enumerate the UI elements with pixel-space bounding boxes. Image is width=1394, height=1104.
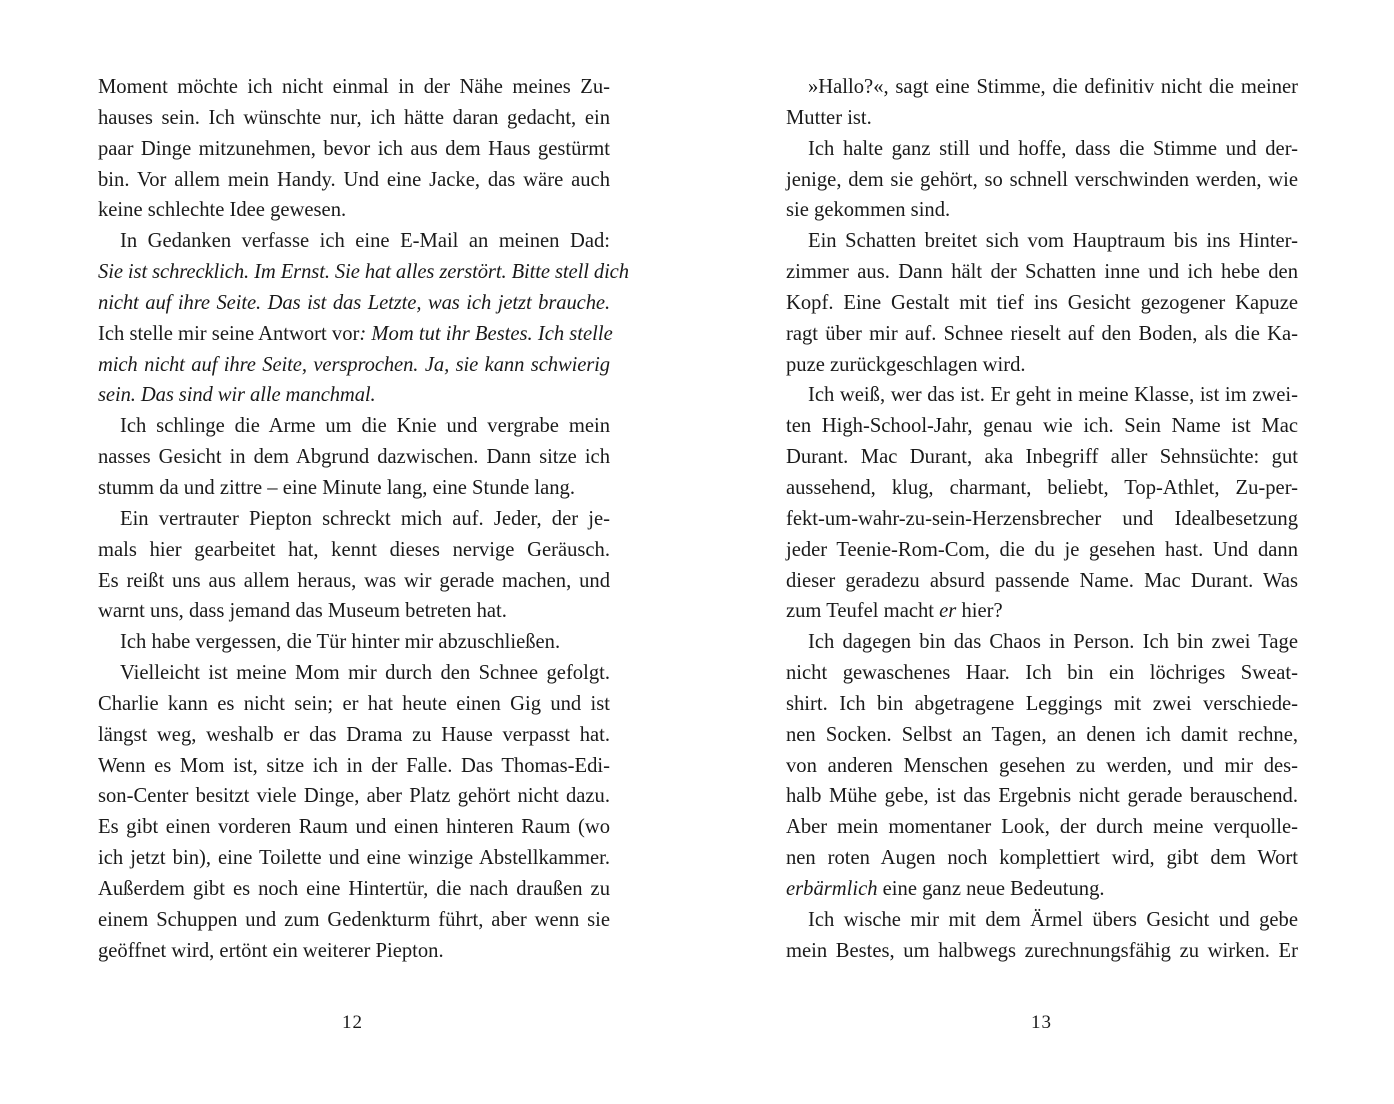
italic-segment: er (939, 600, 957, 623)
text-line: keine schlechte Idee gewesen. (98, 199, 347, 222)
text-line: Moment möchte ich nicht einmal in der Nähe meines Zu- (98, 76, 610, 98)
text-line: Durant. Mac Durant, aka Inbegriff aller Sehnsüchte: gut (786, 446, 1298, 469)
text-line: Ein Schatten breitet sich vom Hauptraum bis ins Hinter- (808, 230, 1298, 253)
text-line: hauses sein. Ich wünschte nur, ich hätte daran gedacht, ein (98, 106, 610, 129)
text-line: dieser geradezu absurd passende Name. Mac Durant. Was (786, 569, 1298, 592)
text-line: nen roten Augen noch komplettiert wird, gibt dem Wort (786, 847, 1298, 870)
text-line: nicht gewaschenes Haar. Ich bin ein löchriges Sweat- (786, 662, 1298, 685)
text-line: jeder Teenie-Rom-Com, die du je gesehen hast. Und dann (786, 538, 1298, 561)
text-line: geöffnet wird, ertönt ein weiterer Piepton. (98, 939, 444, 962)
text-line: Es gibt einen vorderen Raum und einen hinteren Raum (wo (98, 816, 610, 839)
text-line: Ich dagegen bin das Chaos in Person. Ich bin zwei Tage (808, 631, 1298, 654)
text-line: mein Bestes, um halbwegs zurechnungsfähig zu wirken. Er (786, 939, 1298, 962)
text-line: ten High-School-Jahr, genau wie ich. Sein Name ist Mac (786, 415, 1298, 438)
text-line: Wenn es Mom ist, sitze ich in der Falle. Das Thomas-Edi- (98, 754, 610, 777)
text-line: Vielleicht ist meine Mom mir durch den Schnee gefolgt. (120, 662, 610, 685)
text-line: ragt über mir auf. Schnee rieselt auf den Boden, als die Ka- (786, 322, 1298, 345)
text-line: warnt uns, dass jemand das Museum betreten hat. (98, 600, 507, 623)
text-line: aussehend, klug, charmant, beliebt, Top-Athlet, Zu-per- (786, 476, 1298, 499)
left-page-text (98, 72, 629, 966)
page-number-left: 12 (342, 1012, 363, 1033)
text-line: In Gedanken verfasse ich eine E-Mail an meinen Dad: (120, 230, 610, 253)
line-segment: Ich stelle mir seine Antwort vor (98, 322, 360, 345)
text-line: einem Schuppen und zum Gedenkturm führt, aber wenn sie (98, 908, 610, 931)
text-line: »Hallo?«, sagt eine Stimme, die definitiv nicht die meiner (808, 76, 1298, 98)
text-line: Ich weiß, wer das ist. Er geht in meine Klasse, ist im zwei- (808, 384, 1298, 407)
text-line: von anderen Menschen gesehen zu werden, und mir des- (786, 754, 1298, 777)
text-line: nen Socken. Selbst an Tagen, an denen ich damit rechne, (786, 723, 1298, 746)
text-line: mals hier gearbeitet hat, kennt dieses nervige Geräusch. (98, 538, 610, 561)
italic-text-line: sein. Das sind wir alle manchmal. (98, 384, 376, 407)
italic-text-line: mich nicht auf ihre Seite, versprochen. Ja, sie kann schwierig (98, 353, 610, 376)
italic-text-line: nicht auf ihre Seite. Das ist das Letzte, was ich jetzt brauche. (98, 291, 610, 314)
italic-segment: : Mom tut ihr Bestes. Ich stelle (359, 322, 613, 345)
text-line: Ein vertrauter Piepton schreckt mich auf. Jeder, der je- (120, 507, 610, 530)
text-line: fekt-um-wahr-zu-sein-Herzensbrecher und Idealbesetzung (786, 507, 1298, 530)
mixed-text-line (98, 319, 613, 350)
mixed-text-line (786, 596, 1298, 627)
line-segment: zum Teufel macht (786, 600, 940, 623)
text-line: Aber mein momentaner Look, der durch meine verquolle- (786, 816, 1298, 839)
text-line: Ich habe vergessen, die Tür hinter mir abzuschließen. (120, 631, 561, 654)
text-line: zimmer aus. Dann hält der Schatten inne und ich hebe den (786, 261, 1298, 284)
text-line: Kopf. Eine Gestalt mit tief ins Gesicht gezogener Kapuze (786, 291, 1298, 314)
page-number-right: 13 (1031, 1012, 1052, 1033)
text-line: Ich halte ganz still und hoffe, dass die Stimme und der- (808, 137, 1298, 160)
text-line: Ich wische mir mit dem Ärmel übers Gesicht und gebe (808, 908, 1298, 931)
text-line: Charlie kann es nicht sein; er hat heute einen Gig und ist (98, 692, 610, 715)
text-line: puze zurückgeschlagen wird. (786, 353, 1026, 376)
text-line: bin. Vor allem mein Handy. Und eine Jacke, das wäre auch (98, 168, 610, 191)
text-line: Ich schlinge die Arme um die Knie und vergrabe mein (120, 415, 610, 438)
text-line: Außerdem gibt es noch eine Hintertür, die nach draußen zu (98, 877, 610, 900)
text-line: Mutter ist. (786, 106, 872, 129)
text-line: paar Dinge mitzunehmen, bevor ich aus dem Haus gestürmt (98, 137, 610, 160)
text-line: längst weg, weshalb er das Drama zu Hause verpasst hat. (98, 723, 610, 746)
text-line: nasses Gesicht in dem Abgrund dazwischen. Dann sitze ich (98, 446, 610, 469)
line-segment: hier? (956, 600, 1003, 623)
text-line: ich jetzt bin), eine Toilette und eine winzige Abstellkammer. (98, 847, 610, 870)
text-line: son-Center besitzt viele Dinge, aber Platz gehört nicht dazu. (98, 785, 610, 808)
text-line: shirt. Ich bin abgetragene Leggings mit zwei verschiede- (786, 692, 1298, 715)
right-page-text (786, 72, 1298, 966)
italic-text-line: Sie ist schrecklich. Im Ernst. Sie hat alles zerstört. Bitte stell dich (98, 261, 629, 284)
text-line: Es reißt uns aus allem heraus, was wir gerade machen, und (98, 569, 610, 592)
mixed-text-line (786, 874, 1298, 905)
text-line: jenige, dem sie gehört, so schnell verschwinden werden, wie (786, 168, 1298, 191)
text-line: sie gekommen sind. (786, 199, 951, 222)
text-line: halb Mühe gebe, ist das Ergebnis nicht gerade berauschend. (786, 785, 1298, 808)
text-line: stumm da und zittre – eine Minute lang, eine Stunde lang. (98, 476, 575, 499)
line-segment: eine ganz neue Bedeutung. (877, 877, 1105, 900)
italic-segment: erbärmlich (786, 877, 878, 900)
